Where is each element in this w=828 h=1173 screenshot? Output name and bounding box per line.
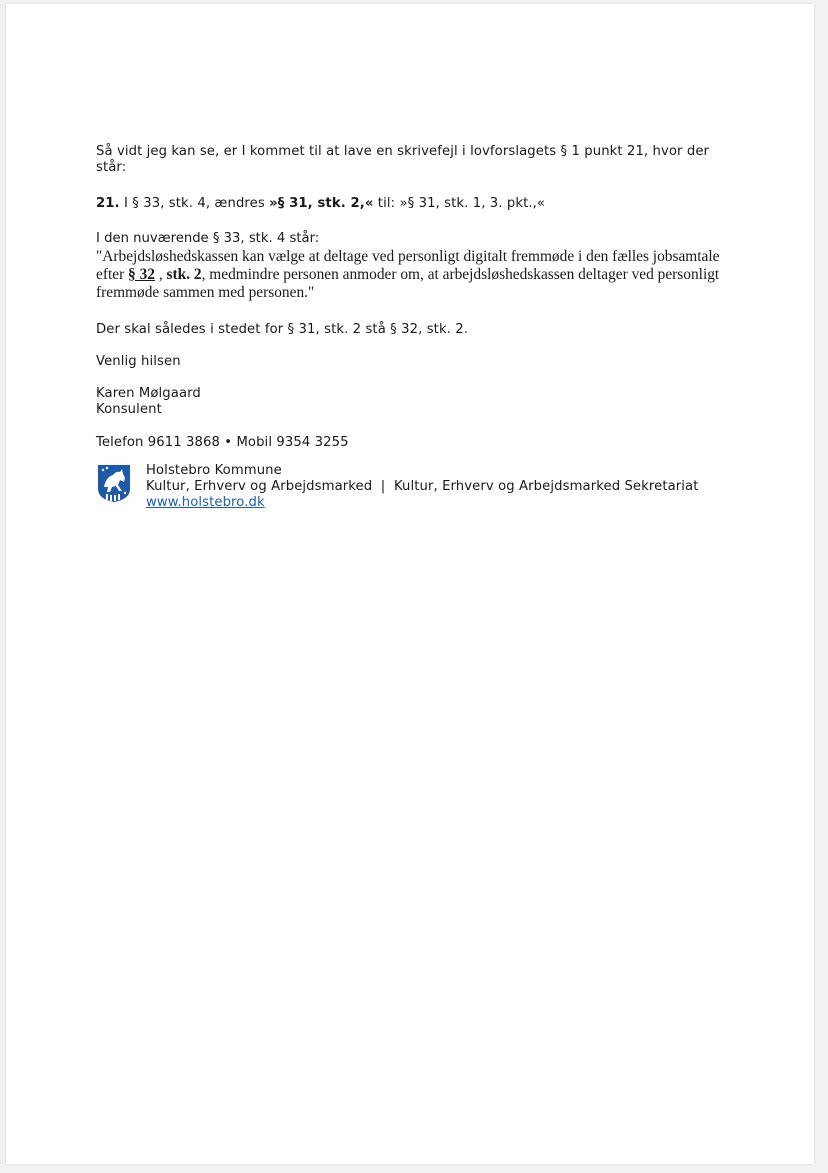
greeting: Venlig hilsen [96, 354, 181, 369]
conclusion-paragraph: Der skal således i stedet for § 31, stk. 2 stå § 32, stk. 2. [96, 322, 469, 337]
email-signature [96, 463, 736, 511]
quote-stk-ref: stk. 2 [166, 266, 202, 283]
amendment-number: 21. [96, 196, 120, 211]
document-page [6, 4, 814, 1164]
sender-block [96, 386, 736, 418]
phone-line: Telefon 9611 3868 • Mobil 9354 3255 [96, 435, 349, 450]
website-link[interactable]: www.holstebro.dk [146, 495, 265, 510]
current-law-heading: I den nuværende § 33, stk. 4 står: [96, 231, 320, 246]
signature-text [146, 463, 736, 511]
amendment-bold-ref: »§ 31, stk. 2,« [269, 196, 374, 211]
signature-dept: Kultur, Erhverv og Arbejdsmarked | Kultur, Erhverv og Arbejdsmarked Sekretariat [146, 479, 699, 494]
sender-title: Konsulent [96, 402, 162, 417]
quote-section-ref: § 32 [128, 266, 155, 283]
signature-org: Holstebro Kommune [146, 463, 282, 478]
current-law-quote: "Arbejdsløshedskassen kan vælge at deltage ved personligt digitalt fremmøde i den fælles jobsamtale efter § 32 , stk. 2, medmindre personen anmoder om, at arbejdsløshedskassen deltager ved personligt fremmøde sammen med personen." [96, 248, 720, 301]
amendment-post: til: »§ 31, stk. 1, 3. pkt.,« [373, 196, 546, 211]
intro-paragraph: Så vidt jeg kan se, er I kommet til at lave en skrivefejl i lovforslagets § 1 punkt 21, hvor der står: [96, 144, 710, 175]
letter-body [96, 144, 736, 511]
holstebro-crest-icon [96, 463, 132, 503]
amendment-paragraph [96, 196, 736, 212]
amendment-pre: I § 33, stk. 4, ændres [119, 196, 270, 211]
current-law-block [96, 229, 736, 302]
sender-name: Karen Mølgaard [96, 386, 201, 401]
